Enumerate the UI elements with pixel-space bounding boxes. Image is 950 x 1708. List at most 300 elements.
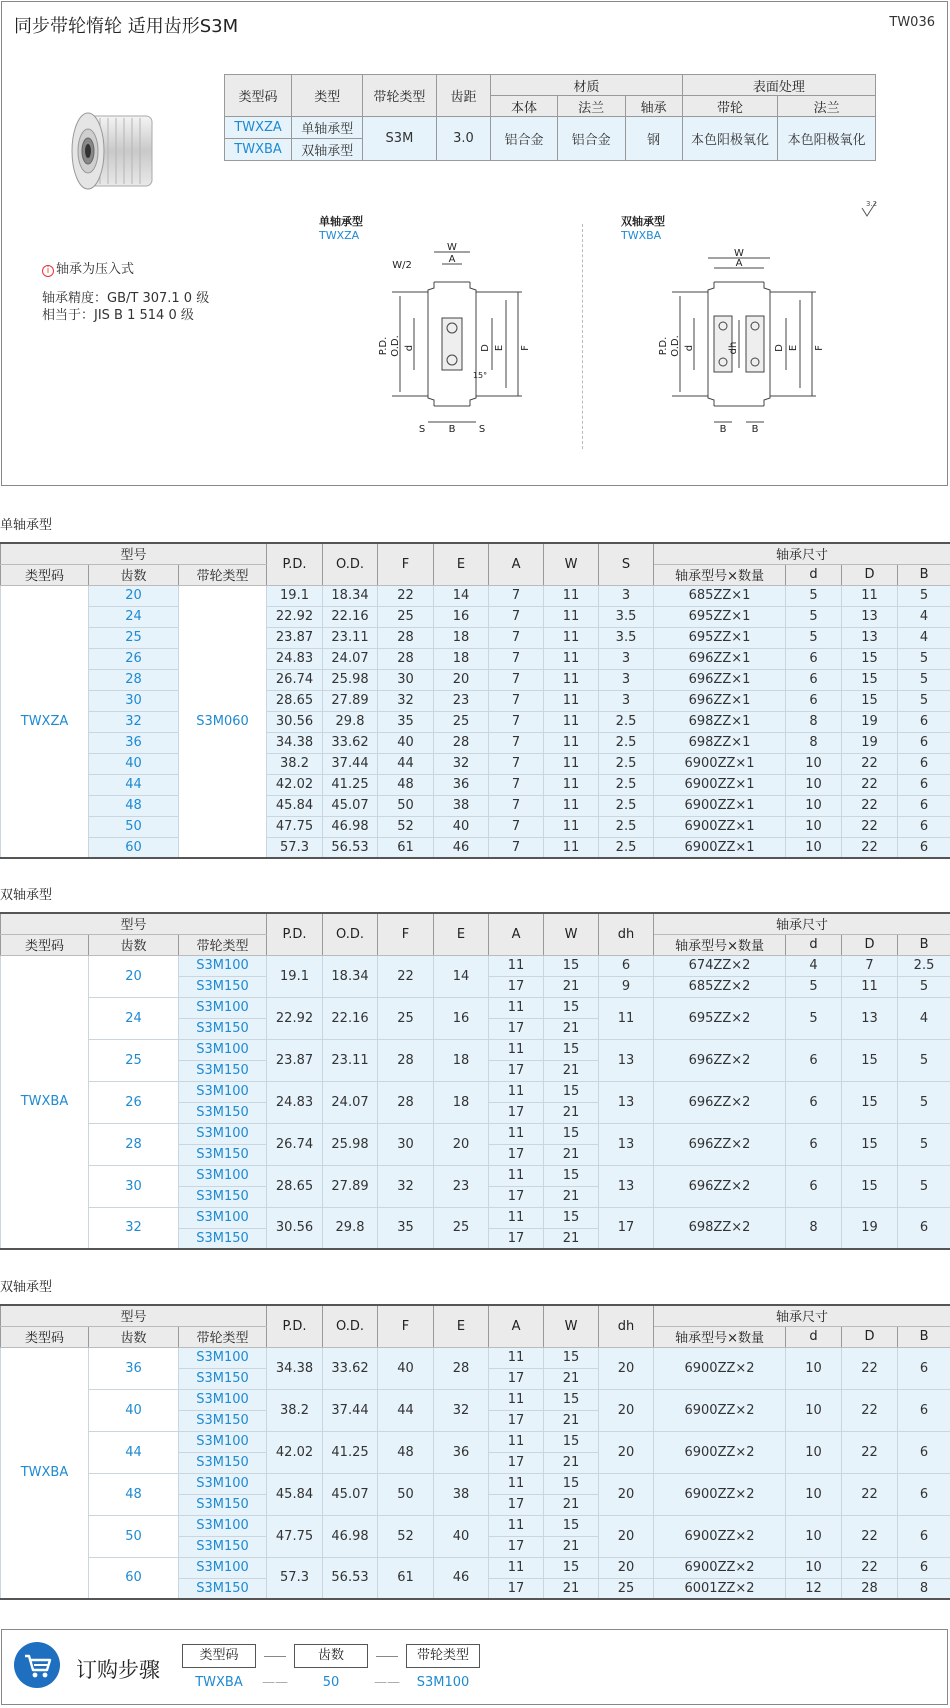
table-row <box>1 690 950 711</box>
teeth-count[interactable]: 20 <box>89 585 179 606</box>
teeth-count[interactable]: 20 <box>89 955 179 997</box>
cell-w: 21 <box>544 1144 599 1165</box>
teeth-count[interactable]: 48 <box>89 1473 179 1515</box>
belt-type[interactable]: S3M150 <box>179 976 267 997</box>
cell-a: 7 <box>489 648 544 669</box>
spec-h-surface: 表面处理 <box>682 75 875 96</box>
single-diagram-label <box>319 215 363 243</box>
cell-a: 17 <box>489 1102 544 1123</box>
th-B: B <box>898 934 950 955</box>
cell-a: 11 <box>489 1039 544 1060</box>
cell-B: 6 <box>898 816 950 837</box>
th-model: 型号 <box>1 1305 267 1326</box>
type-code[interactable]: TWXZA <box>1 585 89 858</box>
cell-w: 21 <box>544 1060 599 1081</box>
dim-B: B <box>448 424 456 435</box>
cell-d: 8 <box>786 711 842 732</box>
belt-type[interactable]: S3M100 <box>179 1557 267 1578</box>
double-diagram-code: TWXBA <box>621 229 662 242</box>
cell-w: 21 <box>544 1494 599 1515</box>
cell-B: 6 <box>898 753 950 774</box>
cell-f: 35 <box>378 711 434 732</box>
diagram-divider <box>582 224 583 449</box>
cell-f: 50 <box>378 1473 434 1515</box>
belt-type[interactable]: S3M100 <box>179 1165 267 1186</box>
belt-type[interactable]: S3M150 <box>179 1018 267 1039</box>
belt-type[interactable]: S3M100 <box>179 1515 267 1536</box>
cell-w: 15 <box>544 1165 599 1186</box>
spec-h-pitch: 齿距 <box>436 75 491 117</box>
cell-D: 13 <box>842 997 898 1039</box>
cell-w: 15 <box>544 1123 599 1144</box>
teeth-count[interactable]: 40 <box>89 753 179 774</box>
cell-bearing-qty: 685ZZ×2 <box>654 976 786 997</box>
belt-type[interactable]: S3M150 <box>179 1494 267 1515</box>
cell-e: 40 <box>434 816 489 837</box>
teeth-count[interactable]: 44 <box>89 774 179 795</box>
belt-type[interactable]: S3M150 <box>179 1102 267 1123</box>
th-f: F <box>378 913 434 955</box>
cell-d: 10 <box>786 753 842 774</box>
belt-type[interactable]: S3M150 <box>179 1144 267 1165</box>
cell-pd: 19.1 <box>267 955 323 997</box>
teeth-count[interactable]: 26 <box>89 1081 179 1123</box>
cell-f: 48 <box>378 1431 434 1473</box>
dim2-PD: P.D. <box>658 336 669 356</box>
cell-d: 6 <box>786 1081 842 1123</box>
cell-D: 28 <box>842 1578 898 1599</box>
cell-d: 5 <box>786 606 842 627</box>
th-D: D <box>842 1326 898 1347</box>
cell-a: 17 <box>489 1578 544 1599</box>
cell-w: 15 <box>544 1557 599 1578</box>
order-value-teeth[interactable]: 50 <box>322 1675 340 1690</box>
cell-D: 15 <box>842 648 898 669</box>
table-row <box>1 627 950 648</box>
cell-a: 11 <box>489 1431 544 1452</box>
cell-pd: 57.3 <box>267 1557 323 1599</box>
th-d: d <box>786 564 842 585</box>
cell-od: 22.16 <box>323 606 378 627</box>
cell-B: 5 <box>898 669 950 690</box>
cell-s: 2.5 <box>599 816 654 837</box>
cell-pd: 34.38 <box>267 732 323 753</box>
dim2-d: d <box>684 344 695 352</box>
th-belt: 带轮类型 <box>179 1326 267 1347</box>
cell-B: 5 <box>898 976 950 997</box>
spec-h-type: 类型 <box>292 75 363 117</box>
th-e: E <box>434 1305 489 1347</box>
th-bearing-qty: 轴承型号×数量 <box>654 1326 786 1347</box>
dim-A: A <box>448 254 456 265</box>
spec-code-twxba[interactable]: TWXBA <box>225 139 292 161</box>
cell-w: 15 <box>544 1081 599 1102</box>
cell-e: 36 <box>434 1431 489 1473</box>
cell-od: 56.53 <box>323 1557 378 1599</box>
teeth-count[interactable]: 48 <box>89 795 179 816</box>
cell-e: 18 <box>434 627 489 648</box>
order-value-code[interactable]: TWXBA <box>195 1675 243 1690</box>
cell-a: 7 <box>489 627 544 648</box>
spec-type-double: 双轴承型 <box>292 139 363 161</box>
cell-B: 8 <box>898 1578 950 1599</box>
cell-f: 35 <box>378 1207 434 1249</box>
dim2-F: F <box>814 345 825 351</box>
th-od: O.D. <box>323 1305 378 1347</box>
teeth-count[interactable]: 25 <box>89 627 179 648</box>
cell-bearing-qty: 6900ZZ×2 <box>654 1347 786 1389</box>
cell-w: 15 <box>544 1207 599 1228</box>
cell-d: 10 <box>786 1473 842 1515</box>
cell-f: 28 <box>378 648 434 669</box>
cell-e: 14 <box>434 585 489 606</box>
cell-w: 21 <box>544 1186 599 1207</box>
th-w: W <box>544 1305 599 1347</box>
cell-dh: 11 <box>599 997 654 1039</box>
cell-w: 11 <box>544 732 599 753</box>
belt-type[interactable]: S3M100 <box>179 1123 267 1144</box>
table-row <box>1 648 950 669</box>
cell-bearing-qty: 6900ZZ×2 <box>654 1389 786 1431</box>
cell-f: 40 <box>378 1347 434 1389</box>
cell-pd: 34.38 <box>267 1347 323 1389</box>
teeth-count[interactable]: 32 <box>89 711 179 732</box>
cell-w: 15 <box>544 955 599 976</box>
cell-D: 13 <box>842 627 898 648</box>
cell-d: 10 <box>786 1389 842 1431</box>
order-label-code: 类型码 <box>182 1644 256 1668</box>
spec-body: 铝合金 <box>491 117 557 161</box>
cell-D: 15 <box>842 690 898 711</box>
belt-type[interactable]: S3M100 <box>179 1347 267 1368</box>
teeth-count[interactable]: 44 <box>89 1431 179 1473</box>
belt-type[interactable]: S3M150 <box>179 1410 267 1431</box>
cell-pd: 24.83 <box>267 1081 323 1123</box>
cell-od: 23.11 <box>323 1039 378 1081</box>
table-row <box>1 669 950 690</box>
spec-h-body: 本体 <box>491 96 557 117</box>
cell-w: 21 <box>544 1102 599 1123</box>
order-value-belt[interactable]: S3M100 <box>416 1675 470 1690</box>
dim-W-half: W/2 <box>392 260 412 271</box>
dim-S-right: S <box>478 424 486 435</box>
cell-D: 22 <box>842 1347 898 1389</box>
cell-B: 6 <box>898 1207 950 1249</box>
cell-pd: 42.02 <box>267 1431 323 1473</box>
cell-B: 6 <box>898 1389 950 1431</box>
cell-w: 21 <box>544 1368 599 1389</box>
teeth-count[interactable]: 24 <box>89 606 179 627</box>
spec-code-twxza[interactable]: TWXZA <box>225 117 292 139</box>
cell-B: 5 <box>898 1165 950 1207</box>
dim2-B-right: B <box>751 424 759 435</box>
cell-B: 6 <box>898 837 950 858</box>
table-row <box>1 837 950 858</box>
dim-D: D <box>480 344 491 352</box>
th-bearing-qty: 轴承型号×数量 <box>654 934 786 955</box>
cell-a: 7 <box>489 753 544 774</box>
belt-type[interactable]: S3M100 <box>179 955 267 976</box>
belt-type[interactable]: S3M100 <box>179 1207 267 1228</box>
belt-type[interactable]: S3M100 <box>179 1431 267 1452</box>
cell-f: 25 <box>378 606 434 627</box>
cell-od: 18.34 <box>323 955 378 997</box>
dim2-A: A <box>735 258 743 269</box>
cell-e: 28 <box>434 732 489 753</box>
spec-surface-flange: 本色阳极氧化 <box>778 117 876 161</box>
belt-type[interactable]: S3M100 <box>179 1081 267 1102</box>
teeth-count[interactable]: 24 <box>89 997 179 1039</box>
page-title: 同步带轮惰轮 适用齿形S3M <box>14 16 239 37</box>
cell-d: 5 <box>786 976 842 997</box>
teeth-count[interactable]: 30 <box>89 690 179 711</box>
spec-table <box>224 74 876 161</box>
cell-bearing-qty: 6900ZZ×1 <box>654 816 786 837</box>
cell-a: 11 <box>489 1347 544 1368</box>
cell-f: 28 <box>378 1039 434 1081</box>
th-bearing-qty: 轴承型号×数量 <box>654 564 786 585</box>
teeth-count[interactable]: 25 <box>89 1039 179 1081</box>
cell-D: 15 <box>842 669 898 690</box>
table-row <box>1 606 950 627</box>
cell-d: 10 <box>786 816 842 837</box>
cell-od: 25.98 <box>323 669 378 690</box>
cell-pd: 26.74 <box>267 669 323 690</box>
cell-a: 17 <box>489 1410 544 1431</box>
order-sep-2 <box>376 1656 398 1657</box>
th-s: S <box>599 543 654 585</box>
cell-D: 22 <box>842 753 898 774</box>
cell-e: 25 <box>434 711 489 732</box>
cell-od: 18.34 <box>323 585 378 606</box>
cell-d: 5 <box>786 997 842 1039</box>
cell-bearing-qty: 696ZZ×1 <box>654 669 786 690</box>
belt-type[interactable]: S3M150 <box>179 1368 267 1389</box>
cell-B: 4 <box>898 627 950 648</box>
cell-e: 28 <box>434 1347 489 1389</box>
cell-D: 22 <box>842 1431 898 1473</box>
cell-D: 22 <box>842 1557 898 1578</box>
press-fit-note <box>42 258 134 277</box>
cell-s: 2.5 <box>599 753 654 774</box>
spec-bearing: 钢 <box>625 117 682 161</box>
dim2-B-left: B <box>719 424 727 435</box>
th-od: O.D. <box>323 913 378 955</box>
table-row <box>1 1165 950 1186</box>
th-a: A <box>489 913 544 955</box>
cell-f: 30 <box>378 669 434 690</box>
belt-type[interactable]: S3M100 <box>179 1473 267 1494</box>
dim-E: E <box>494 344 505 352</box>
cell-bearing-qty: 695ZZ×1 <box>654 606 786 627</box>
dim-d: d <box>404 344 415 352</box>
belt-type[interactable]: S3M150 <box>179 1536 267 1557</box>
cell-e: 36 <box>434 774 489 795</box>
cell-pd: 45.84 <box>267 1473 323 1515</box>
dim-PD: P.D. <box>378 336 389 356</box>
th-a: A <box>489 543 544 585</box>
cell-d: 10 <box>786 1515 842 1557</box>
spec-belt: S3M <box>363 117 436 161</box>
cell-B: 2.5 <box>898 955 950 976</box>
cell-e: 32 <box>434 753 489 774</box>
belt-type[interactable]: S3M100 <box>179 1039 267 1060</box>
cell-od: 45.07 <box>323 1473 378 1515</box>
cell-D: 19 <box>842 711 898 732</box>
section-title-single: 单轴承型 <box>0 518 53 533</box>
teeth-count[interactable]: 26 <box>89 648 179 669</box>
teeth-count[interactable]: 60 <box>89 837 179 858</box>
cell-od: 25.98 <box>323 1123 378 1165</box>
cell-s: 3 <box>599 690 654 711</box>
cell-D: 15 <box>842 1081 898 1123</box>
cell-a: 7 <box>489 585 544 606</box>
cell-a: 7 <box>489 690 544 711</box>
cell-B: 6 <box>898 711 950 732</box>
belt-type[interactable]: S3M100 <box>179 997 267 1018</box>
cell-dh: 17 <box>599 1207 654 1249</box>
th-bearing-size: 轴承尺寸 <box>654 543 950 564</box>
belt-type[interactable]: S3M150 <box>179 1228 267 1249</box>
cell-w: 21 <box>544 1452 599 1473</box>
cell-d: 6 <box>786 690 842 711</box>
cell-D: 7 <box>842 955 898 976</box>
cell-a: 17 <box>489 1018 544 1039</box>
cell-bearing-qty: 698ZZ×2 <box>654 1207 786 1249</box>
teeth-count[interactable]: 50 <box>89 1515 179 1557</box>
cell-B: 6 <box>898 1473 950 1515</box>
cell-a: 11 <box>489 1081 544 1102</box>
cell-d: 6 <box>786 1165 842 1207</box>
table-row <box>1 1039 950 1060</box>
cell-w: 11 <box>544 669 599 690</box>
cell-D: 19 <box>842 732 898 753</box>
cell-od: 37.44 <box>323 753 378 774</box>
cell-D: 13 <box>842 606 898 627</box>
cell-e: 20 <box>434 1123 489 1165</box>
order-label-teeth: 齿数 <box>294 1644 368 1668</box>
cell-bearing-qty: 696ZZ×2 <box>654 1039 786 1081</box>
teeth-count[interactable]: 28 <box>89 669 179 690</box>
th-code: 类型码 <box>1 934 89 955</box>
cell-D: 15 <box>842 1123 898 1165</box>
cell-e: 38 <box>434 1473 489 1515</box>
belt-type[interactable]: S3M150 <box>179 1060 267 1081</box>
cell-bearing-qty: 695ZZ×1 <box>654 627 786 648</box>
type-code[interactable]: TWXBA <box>1 955 89 1249</box>
cell-pd: 42.02 <box>267 774 323 795</box>
cell-w: 11 <box>544 774 599 795</box>
cell-f: 28 <box>378 1081 434 1123</box>
dim2-W: W <box>734 248 744 259</box>
cell-d: 8 <box>786 1207 842 1249</box>
cell-dh: 20 <box>599 1347 654 1389</box>
cell-pd: 26.74 <box>267 1123 323 1165</box>
cell-a: 11 <box>489 955 544 976</box>
cell-bearing-qty: 696ZZ×2 <box>654 1081 786 1123</box>
cell-a: 7 <box>489 837 544 858</box>
single-diagram-code: TWXZA <box>319 229 360 242</box>
cell-w: 11 <box>544 795 599 816</box>
table-single-bearing <box>0 542 950 859</box>
cell-bearing-qty: 696ZZ×1 <box>654 690 786 711</box>
cell-D: 22 <box>842 774 898 795</box>
teeth-count[interactable]: 60 <box>89 1557 179 1599</box>
cell-f: 50 <box>378 795 434 816</box>
table-row <box>1 711 950 732</box>
cell-w: 15 <box>544 1347 599 1368</box>
teeth-count[interactable]: 30 <box>89 1165 179 1207</box>
cell-a: 7 <box>489 795 544 816</box>
belt-type[interactable]: S3M150 <box>179 1578 267 1599</box>
cell-od: 41.25 <box>323 1431 378 1473</box>
cell-dh: 13 <box>599 1165 654 1207</box>
cell-w: 15 <box>544 1039 599 1060</box>
type-code[interactable]: TWXBA <box>1 1347 89 1599</box>
table-row <box>1 955 950 976</box>
th-e: E <box>434 913 489 955</box>
cell-s: 3.5 <box>599 606 654 627</box>
cell-od: 37.44 <box>323 1389 378 1431</box>
teeth-count[interactable]: 50 <box>89 816 179 837</box>
th-pd: P.D. <box>267 913 323 955</box>
cell-f: 30 <box>378 1123 434 1165</box>
teeth-count[interactable]: 40 <box>89 1389 179 1431</box>
cell-s: 2.5 <box>599 774 654 795</box>
table-row <box>1 753 950 774</box>
cell-pd: 30.56 <box>267 711 323 732</box>
cell-od: 46.98 <box>323 816 378 837</box>
cell-pd: 24.83 <box>267 648 323 669</box>
belt-type[interactable]: S3M150 <box>179 1186 267 1207</box>
cell-D: 22 <box>842 816 898 837</box>
th-pd: P.D. <box>267 543 323 585</box>
cell-d: 6 <box>786 1123 842 1165</box>
teeth-count[interactable]: 36 <box>89 732 179 753</box>
cell-pd: 22.92 <box>267 606 323 627</box>
cell-B: 4 <box>898 606 950 627</box>
cell-d: 5 <box>786 627 842 648</box>
spec-h-code: 类型码 <box>225 75 292 117</box>
teeth-count[interactable]: 36 <box>89 1347 179 1389</box>
belt-type[interactable]: S3M060 <box>179 585 267 858</box>
belt-type[interactable]: S3M150 <box>179 1452 267 1473</box>
table-row <box>1 1473 950 1494</box>
spec-h-belt: 带轮类型 <box>363 75 436 117</box>
cell-D: 22 <box>842 1389 898 1431</box>
cell-od: 23.11 <box>323 627 378 648</box>
cell-w: 11 <box>544 711 599 732</box>
cell-s: 3 <box>599 648 654 669</box>
cell-od: 22.16 <box>323 997 378 1039</box>
cell-w: 21 <box>544 1410 599 1431</box>
order-dash-2: —— <box>374 1675 400 1690</box>
belt-type[interactable]: S3M100 <box>179 1389 267 1410</box>
th-teeth: 齿数 <box>89 1326 179 1347</box>
cell-D: 22 <box>842 1515 898 1557</box>
teeth-count[interactable]: 28 <box>89 1123 179 1165</box>
cell-bearing-qty: 6900ZZ×2 <box>654 1515 786 1557</box>
table-row <box>1 1123 950 1144</box>
cell-f: 40 <box>378 732 434 753</box>
teeth-count[interactable]: 32 <box>89 1207 179 1249</box>
cell-e: 38 <box>434 795 489 816</box>
pulley-photo <box>60 108 170 194</box>
table-row <box>1 1515 950 1536</box>
cell-a: 11 <box>489 1389 544 1410</box>
cell-w: 21 <box>544 1536 599 1557</box>
cell-d: 6 <box>786 669 842 690</box>
